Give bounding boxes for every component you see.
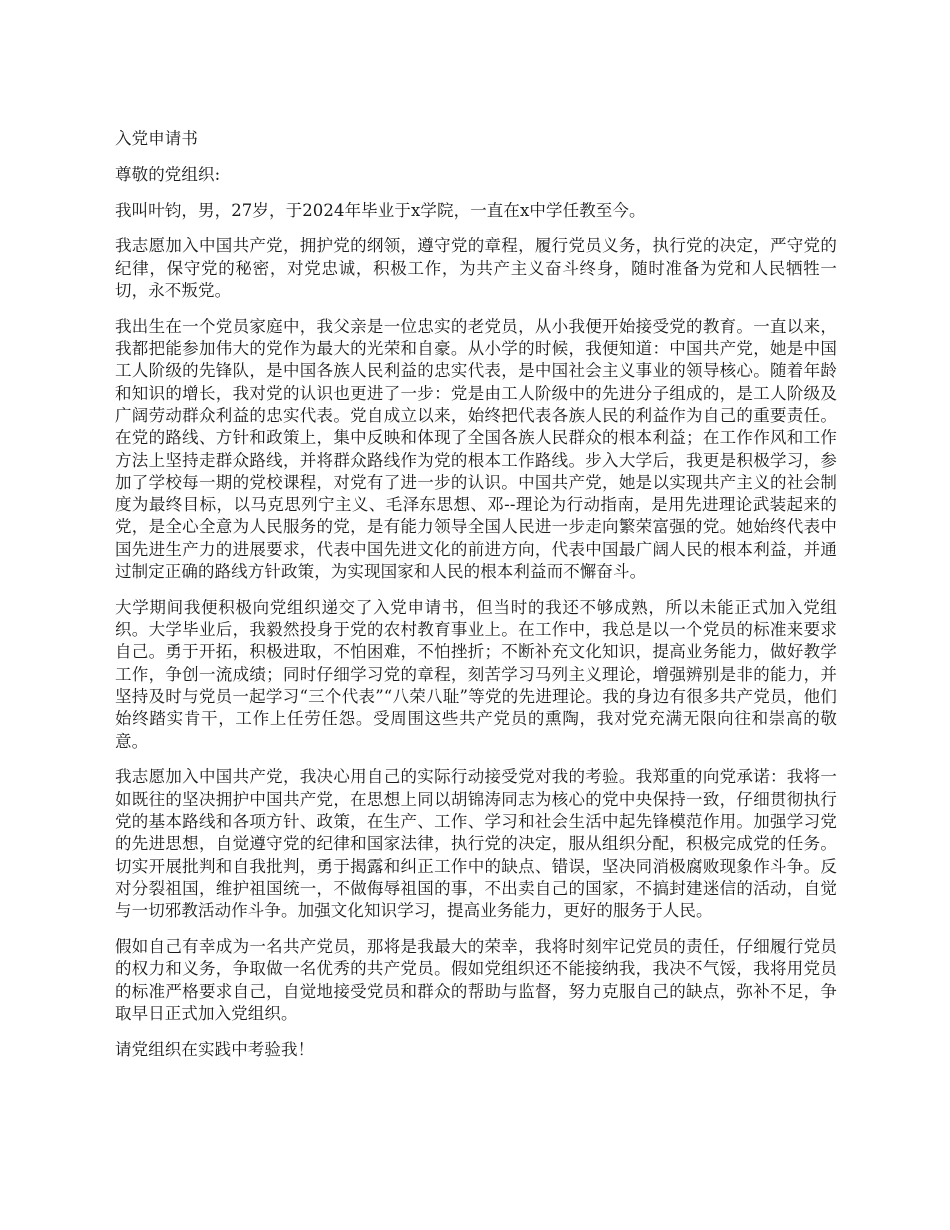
salutation: 尊敬的党组织: [115, 164, 221, 184]
paragraph-university: 大学期间我便积极向党组织递交了入党申请书，但当时的我还不够成熟，所以未能正式加入党组织。大学毕业后，我毅然投身于党的农村教育事业上。在工作中，我总是以一个党员的标准来要求自己。勇于开拓，积极进取，不怕困难，不怕挫折；不断补充文化知识，提高业务能力，做好教学工作，争创一流成绩；同时仔细学习党的章程，刻苦学习马列主义理论，增强辨别是非的能力，并坚持及时与党员一起学习“三个代表”“八荣八耻”等党的先进理论。我的身边有很多共产党员，他们始终踏实肯干，工作上任劳任怨。受周围这些共产党员的熏陶，我对党充满无限向往和崇高的敬意。 [115, 597, 837, 751]
paragraph-background: 我出生在一个党员家庭中，我父亲是一位忠实的老党员，从小我便开始接受党的教育。一直以来，我都把能参加伟大的党作为最大的光荣和自豪。从小学的时候，我便知道：中国共产党，她是中国工人阶级的先锋队，是中国各族人民利益的忠实代表，是中国社会主义事业的领导核心。随着年龄和知识的增长，我对党的认识也更进了一步：党是由工人阶级中的先进分子组成的，是工人阶级及广阔劳动群众利益的忠实代表。党自成立以来，始终把代表各族人民的利益作为自己的重要责任。在党的路线、方针和政策上，集中反映和体现了全国各族人民群众的根本利益；在工作作风和工作方法上坚持走群众路线，并将群众路线作为党的根本工作路线。步入大学后，我更是积极学习，参加了学校每一期的党校课程，对党有了进一步的认识。中国共产党，她是以实现共产主义的社会制度为最终目标，以马克思列宁主义、毛泽东思想、邓--理论为行动指南，是用先进理论武装起来的党，是全心全意为人民服务的党，是有能力领导全国人民进一步走向繁荣富强的党。她始终代表中国先进生产力的进展要求，代表中国先进文化的前进方向，代表中国最广阔人民的根本利益，并通过制定正确的路线方针政策，为实现国家和人民的根本利益而不懈奋斗。 [115, 316, 837, 582]
paragraph-aspiration: 假如自己有幸成为一名共产党员，那将是我最大的荣幸，我将时刻牢记党员的责任，仔细履行党员的权力和义务，争取做一名优秀的共产党员。假如党组织还不能接纳我，我决不气馁，我将用党员的标准严格要求自己，自觉地接受党员和群众的帮助与监督，努力克服自己的缺点，弥补不足，争取早日正式加入党组织。 [115, 937, 837, 1023]
paragraph-commitment: 我志愿加入中国共产党，我决心用自己的实际行动接受党对我的考验。我郑重的向党承诺：我将一如既往的坚决拥护中国共产党，在思想上同以胡锦涛同志为核心的党中央保持一致，仔细贯彻执行党的基本路线和各项方针、政策，在生产、工作、学习和社会生活中起先锋模范作用。加强学习党的先进思想，自觉遵守党的纪律和国家法律，执行党的决定，服从组织分配，积极完成党的任务。切实开展批判和自我批判，勇于揭露和纠正工作中的缺点、错误，坚决同消极腐败现象作斗争。反对分裂祖国，维护祖国统一，不做侮辱祖国的事，不出卖自己的国家，不搞封建迷信的活动，自觉与一切邪教活动作斗争。加强文化知识学习，提高业务能力，更好的服务于人民。 [115, 767, 837, 921]
paragraph-pledge: 我志愿加入中国共产党，拥护党的纲领，遵守党的章程，履行党员义务，执行党的决定，严守党的纪律，保守党的秘密，对党忠诚，积极工作，为共产主义奋斗终身，随时准备为党和人民牺牲一切，永不叛党。 [115, 236, 837, 300]
document-body [115, 128, 837, 1074]
document-title: 入党申请书 [115, 129, 198, 148]
paragraph-personal-info: 我叫叶钧，男，27岁，于2024年毕业于x学院，一直在x中学任教至今。 [115, 200, 646, 220]
closing-line: 请党组织在实践中考验我！ [115, 1039, 315, 1059]
